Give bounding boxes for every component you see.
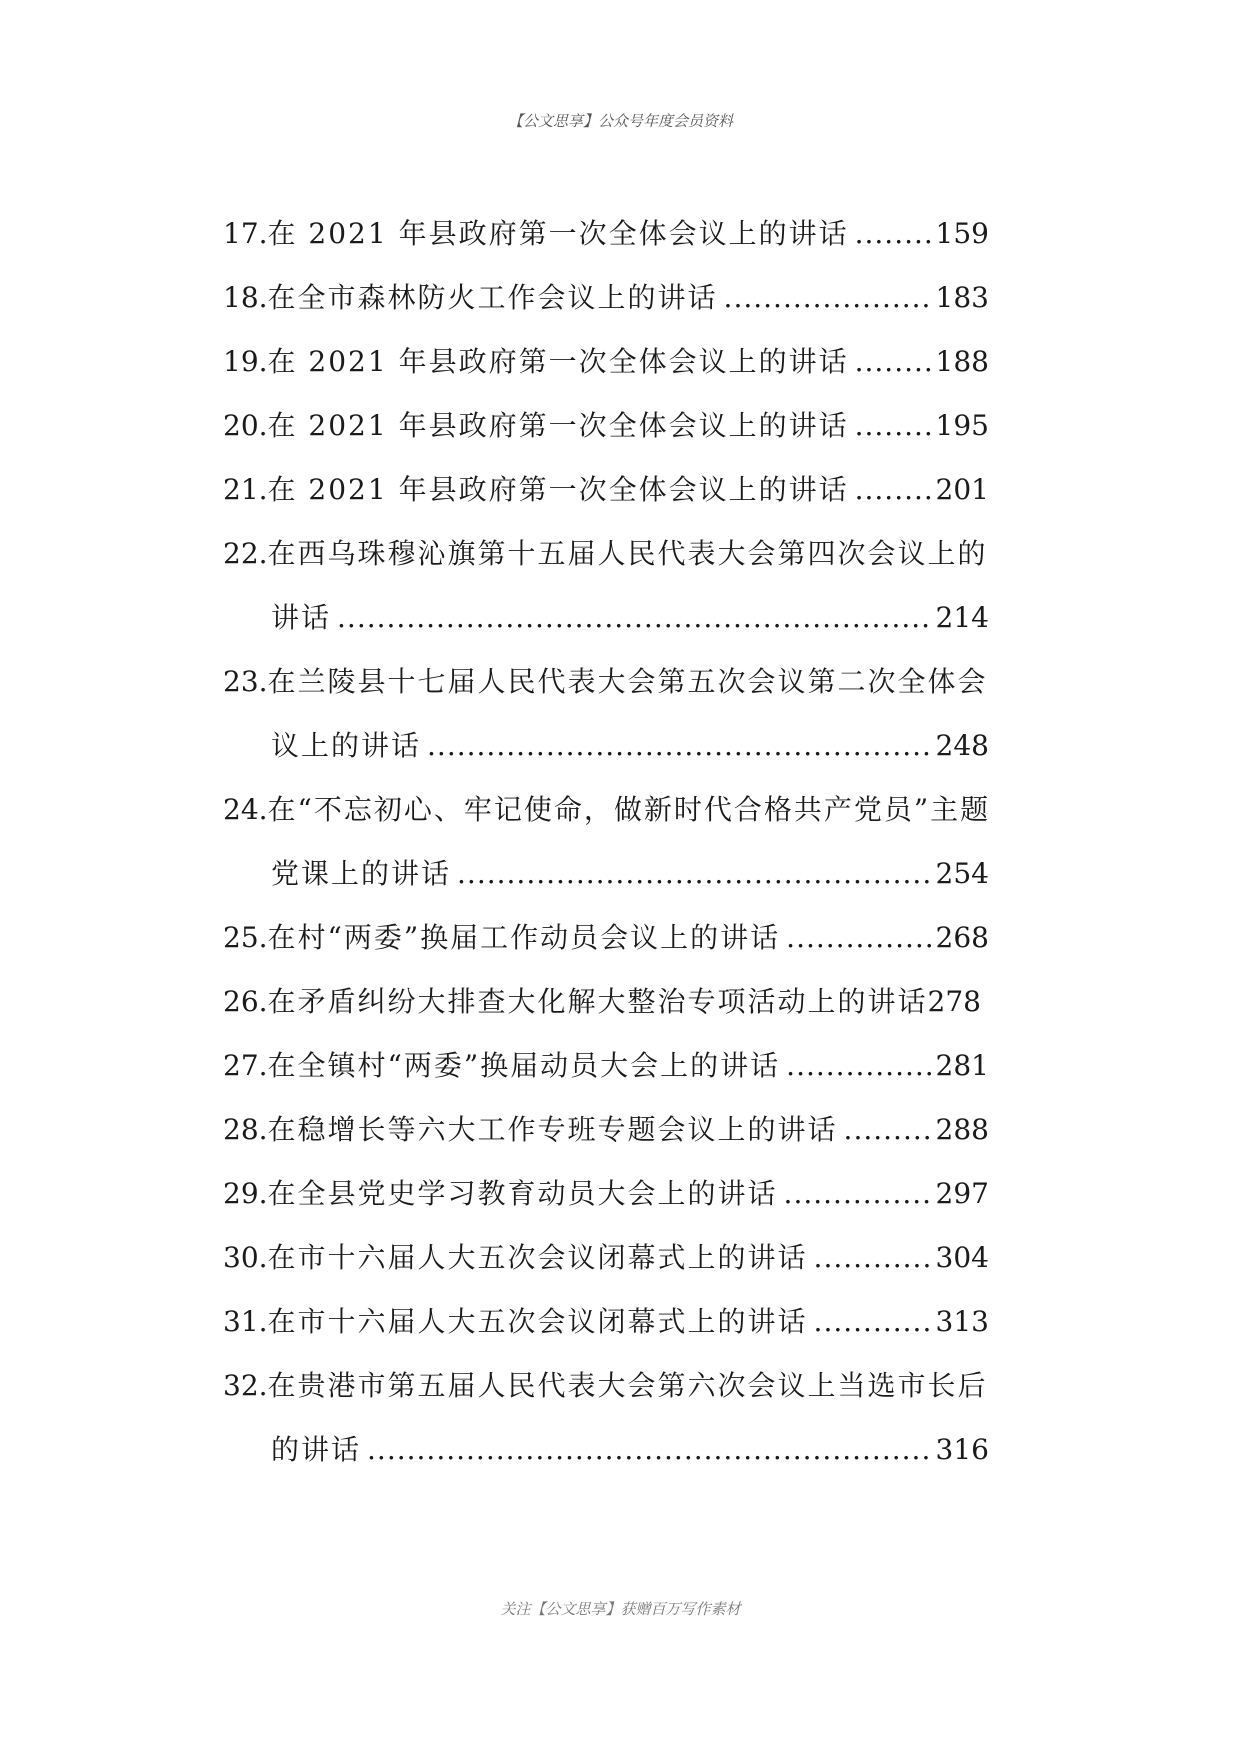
toc-entry-24-continued[interactable] (223, 842, 1073, 906)
page-footer: 关注【公文思享】获赠百万写作素材 (500, 1600, 741, 1618)
toc-number: 21. (223, 473, 268, 506)
toc-number: 18. (223, 281, 268, 314)
table-of-contents (223, 202, 1073, 1482)
toc-title: 在全市森林防火工作会议上的讲话 (267, 281, 718, 314)
toc-page: 248 (935, 729, 989, 762)
toc-number: 32. (223, 1369, 268, 1402)
toc-title: 在 2021 年县政府第一次全体会议上的讲话 (267, 409, 849, 442)
toc-page: 254 (935, 857, 989, 890)
toc-number: 17. (223, 217, 268, 250)
toc-leader (337, 586, 932, 650)
toc-number: 22. (223, 537, 268, 570)
toc-entry-22[interactable] (223, 522, 1073, 586)
toc-leader (814, 1226, 932, 1290)
toc-entry-28[interactable] (223, 1098, 1073, 1162)
toc-title: 讲话 (271, 601, 332, 634)
toc-number: 23. (223, 665, 268, 698)
toc-title: 在村“两委”换届工作动员会议上的讲话 (267, 921, 781, 954)
toc-page: 195 (935, 409, 989, 442)
toc-leader (427, 714, 932, 778)
toc-entry-19[interactable] (223, 330, 1073, 394)
toc-number: 31. (223, 1305, 268, 1338)
toc-title: 在兰陵县十七届人民代表大会第五次会议第二次全体会 (267, 665, 988, 698)
toc-page: 159 (935, 217, 989, 250)
toc-leader (724, 266, 932, 330)
toc-leader (457, 842, 932, 906)
toc-page: 281 (935, 1049, 989, 1082)
toc-entry-23[interactable] (223, 650, 1073, 714)
toc-number: 20. (223, 409, 268, 442)
toc-title: 在西乌珠穆沁旗第十五届人民代表大会第四次会议上的 (267, 537, 988, 570)
toc-title: 在贵港市第五届人民代表大会第六次会议上当选市长后 (267, 1369, 988, 1402)
toc-entry-24[interactable] (223, 778, 1073, 842)
toc-entry-27[interactable] (223, 1034, 1073, 1098)
toc-leader (855, 394, 932, 458)
toc-title: 的讲话 (271, 1433, 362, 1466)
toc-title: 在“不忘初心、牢记使命，做新时代合格共产党员”主题 (267, 793, 991, 826)
toc-title: 在全镇村“两委”换届动员大会上的讲话 (267, 1049, 781, 1082)
toc-title: 议上的讲话 (271, 729, 422, 762)
toc-entry-32-continued[interactable] (223, 1418, 1073, 1482)
toc-number: 30. (223, 1241, 268, 1274)
toc-title: 在稳增长等六大工作专班专题会议上的讲话 (267, 1113, 838, 1146)
toc-number: 28. (223, 1113, 268, 1146)
toc-title: 在 2021 年县政府第一次全体会议上的讲话 (267, 345, 849, 378)
toc-page: 297 (935, 1177, 989, 1210)
toc-page: 288 (935, 1113, 989, 1146)
toc-number: 19. (223, 345, 268, 378)
toc-leader (855, 330, 932, 394)
toc-leader (814, 1290, 932, 1354)
toc-entry-22-continued[interactable] (223, 586, 1073, 650)
toc-page: 183 (935, 281, 989, 314)
toc-title: 在市十六届人大五次会议闭幕式上的讲话 (267, 1305, 808, 1338)
toc-page: 214 (935, 601, 989, 634)
toc-leader (786, 906, 931, 970)
toc-page: 304 (935, 1241, 989, 1274)
toc-entry-30[interactable] (223, 1226, 1073, 1290)
toc-page: 313 (935, 1305, 989, 1338)
toc-number: 25. (223, 921, 268, 954)
toc-entry-29[interactable] (223, 1162, 1073, 1226)
toc-leader (367, 1418, 932, 1482)
toc-leader (844, 1098, 932, 1162)
toc-title: 在市十六届人大五次会议闭幕式上的讲话 (267, 1241, 808, 1274)
toc-entry-17[interactable] (223, 202, 1073, 266)
toc-page: 268 (935, 921, 989, 954)
toc-title: 党课上的讲话 (271, 857, 452, 890)
toc-page: 201 (935, 473, 989, 506)
toc-entry-18[interactable] (223, 266, 1073, 330)
toc-leader (784, 1162, 932, 1226)
toc-title: 在全县党史学习教育动员大会上的讲话 (267, 1177, 778, 1210)
toc-number: 27. (223, 1049, 268, 1082)
toc-number: 29. (223, 1177, 268, 1210)
toc-leader (855, 458, 932, 522)
toc-page: 278 (927, 985, 981, 1018)
page-header: 【公文思享】公众号年度会员资料 (507, 112, 733, 130)
toc-entry-23-continued[interactable] (223, 714, 1073, 778)
toc-number: 26. (223, 985, 268, 1018)
toc-entry-25[interactable] (223, 906, 1073, 970)
toc-entry-32[interactable] (223, 1354, 1073, 1418)
toc-entry-26[interactable] (223, 970, 1073, 1034)
toc-entry-31[interactable] (223, 1290, 1073, 1354)
toc-title: 在 2021 年县政府第一次全体会议上的讲话 (267, 473, 849, 506)
toc-leader (855, 202, 932, 266)
toc-title: 在 2021 年县政府第一次全体会议上的讲话 (267, 217, 849, 250)
toc-number: 24. (223, 793, 268, 826)
toc-leader (786, 1034, 931, 1098)
toc-page: 188 (935, 345, 989, 378)
toc-entry-21[interactable] (223, 458, 1073, 522)
toc-title: 在矛盾纠纷大排查大化解大整治专项活动上的讲话 (267, 985, 928, 1018)
toc-entry-20[interactable] (223, 394, 1073, 458)
toc-page: 316 (935, 1433, 989, 1466)
